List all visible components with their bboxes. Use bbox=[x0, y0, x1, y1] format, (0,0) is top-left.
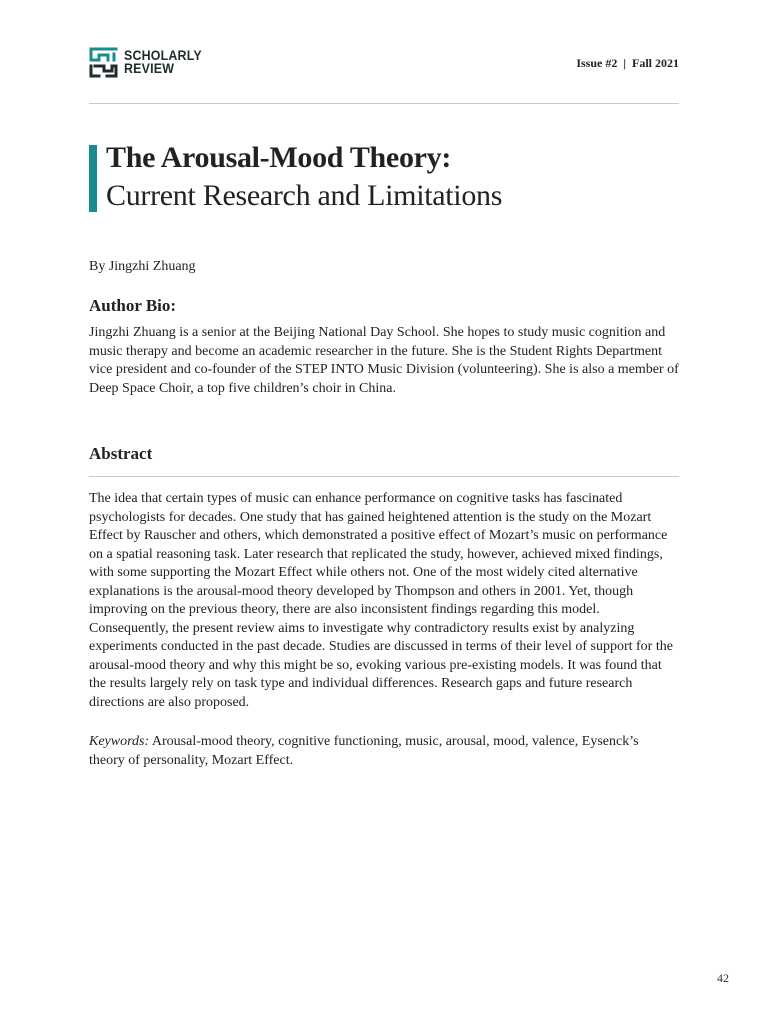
keywords-label: Keywords: bbox=[89, 734, 150, 749]
header-divider bbox=[89, 103, 679, 104]
keywords-list: Arousal-mood theory, cognitive functioning, music, arousal, mood, valence, Eysenck’s theory of personality, Mozart Effect. bbox=[89, 734, 639, 768]
title-subtitle: Current Research and Limitations bbox=[106, 179, 503, 212]
page-number: 42 bbox=[717, 971, 729, 985]
author-bio-heading: Author Bio: bbox=[89, 296, 177, 315]
title-main: The Arousal-Mood Theory: bbox=[106, 141, 452, 174]
title-accent-bar bbox=[89, 145, 97, 212]
author-bio-text: Jingzhi Zhuang is a senior at the Beijing National Day School. She hopes to study music cognition and music therapy and become an academic researcher in the future. She is the Student Rights Department vice president and co-founder of the STEP INTO Music Division (volunteering). She is also a member of Deep Space Choir, a top five children’s choir in China. bbox=[89, 325, 679, 396]
article-title bbox=[106, 139, 706, 215]
byline: By Jingzhi Zhuang bbox=[89, 259, 196, 274]
logo-line-1: SCHOLARLY bbox=[124, 48, 202, 63]
journal-masthead bbox=[89, 45, 209, 79]
keywords-paragraph bbox=[89, 733, 649, 770]
logo-wordmark bbox=[124, 49, 202, 75]
abstract-heading: Abstract bbox=[89, 444, 153, 463]
scholarly-review-logo-icon bbox=[89, 46, 118, 79]
logo-line-2: REVIEW bbox=[124, 61, 175, 76]
abstract-divider bbox=[89, 476, 679, 477]
abstract-text: The idea that certain types of music can enhance performance on cognitive tasks has fascinated psychologists for decades. One study that has gained heightened attention is the study on the Mozart Effect by Rauscher and others, which demonstrated a positive effect of Mozart’s music on performance on a spatial reasoning task. Later research that replicated the study, however, achieved mixed findings, with some supporting the Mozart Effect while others not. One of the most widely cited alternative explanations is the arousal-mood theory developed by Thompson and others in 2001. Yet, though improving on the previous theory, there are also inconsistent findings regarding this model. Consequently, the present review aims to investigate why contradictory results exist by analyzing experiments conducted in the past decade. Studies are discussed in terms of their level of support for the arousal-mood theory and why this might be so, evoking various pre-existing models. It was found that the results largely rely on task type and individual differences. Research gaps and future research directions are also proposed. bbox=[89, 491, 673, 710]
issue-info: Issue #2 | Fall 2021 bbox=[576, 56, 679, 70]
